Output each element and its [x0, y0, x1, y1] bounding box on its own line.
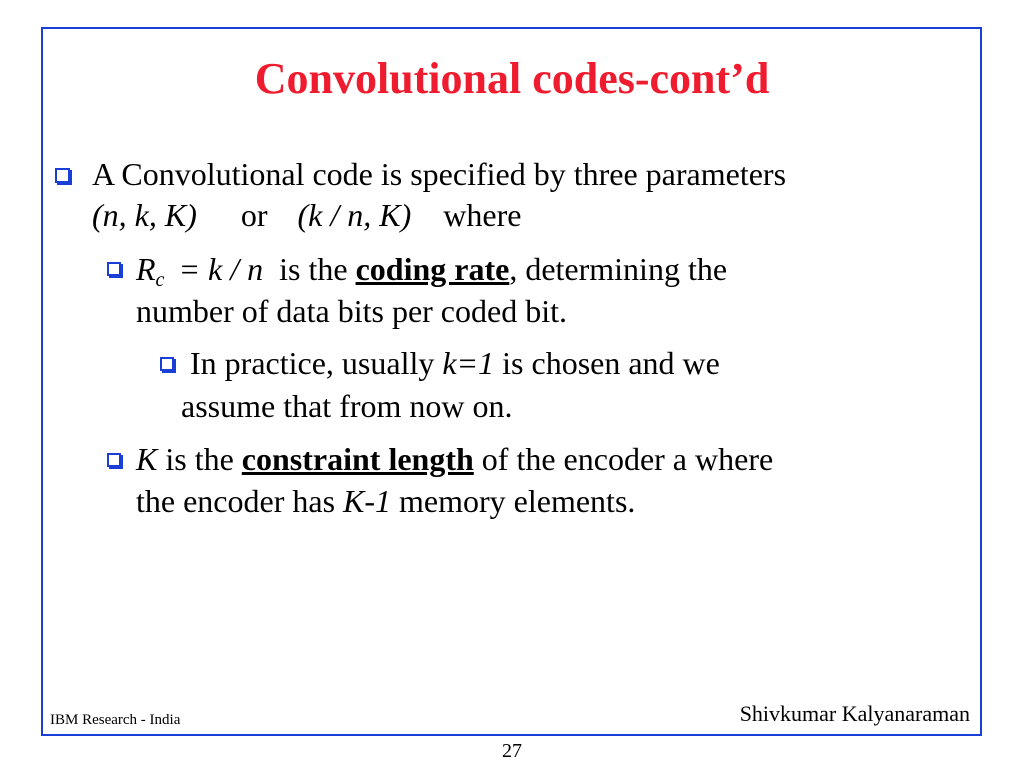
bullet3-line2	[181, 386, 513, 426]
is-the-text: is the	[279, 251, 348, 287]
bullet3-prefix: In practice, usually	[190, 345, 435, 381]
rate-formula: = k / n	[178, 251, 264, 287]
footer-org: IBM Research - India	[50, 712, 181, 728]
footer-author: Shivkumar Kalyanaraman	[739, 701, 970, 726]
slide-title: Convolutional codes-cont’d	[254, 54, 770, 103]
rate-symbol: R	[136, 251, 156, 287]
bullet3-suffix: is chosen and we	[502, 345, 720, 381]
K-minus-1: K-1	[343, 483, 392, 519]
rate-subscript: c	[155, 269, 165, 291]
square-bullet-icon	[55, 168, 70, 183]
where-word: where	[443, 197, 522, 233]
params-knK: (k / n, K)	[297, 197, 412, 233]
square-bullet-icon	[160, 357, 174, 371]
bullet1-text: A Convolutional code is specified by three parameters	[92, 156, 787, 192]
square-bullet-icon	[107, 453, 121, 467]
K-symbol: K	[136, 441, 158, 477]
bullet2-line2	[136, 291, 567, 331]
bullet2-rest: , determining the	[509, 251, 728, 287]
bullet4-rest: of the encoder a where	[481, 441, 774, 477]
bullet1-line2	[92, 195, 521, 235]
bullet4-suffix2: memory elements.	[399, 483, 636, 519]
bullet4-prefix2: the encoder has	[136, 483, 336, 519]
bullet3-line1	[190, 343, 720, 383]
bullet1-line1	[92, 154, 786, 194]
or-word: or	[240, 197, 268, 233]
bullet2-continuation: number of data bits per coded bit.	[136, 293, 567, 329]
constraint-length-term: constraint length	[241, 441, 474, 477]
bullet4-line1	[136, 439, 773, 479]
k-equals-1: k=1	[442, 345, 495, 381]
coding-rate-term: coding rate	[355, 251, 510, 287]
params-nkK: (n, k, K)	[92, 197, 197, 233]
bullet4-line2	[136, 481, 635, 521]
bullet3-continuation: assume that from now on.	[181, 388, 513, 424]
is-the-text: is the	[165, 441, 234, 477]
square-bullet-icon	[107, 262, 121, 276]
page-number: 27	[502, 740, 522, 762]
